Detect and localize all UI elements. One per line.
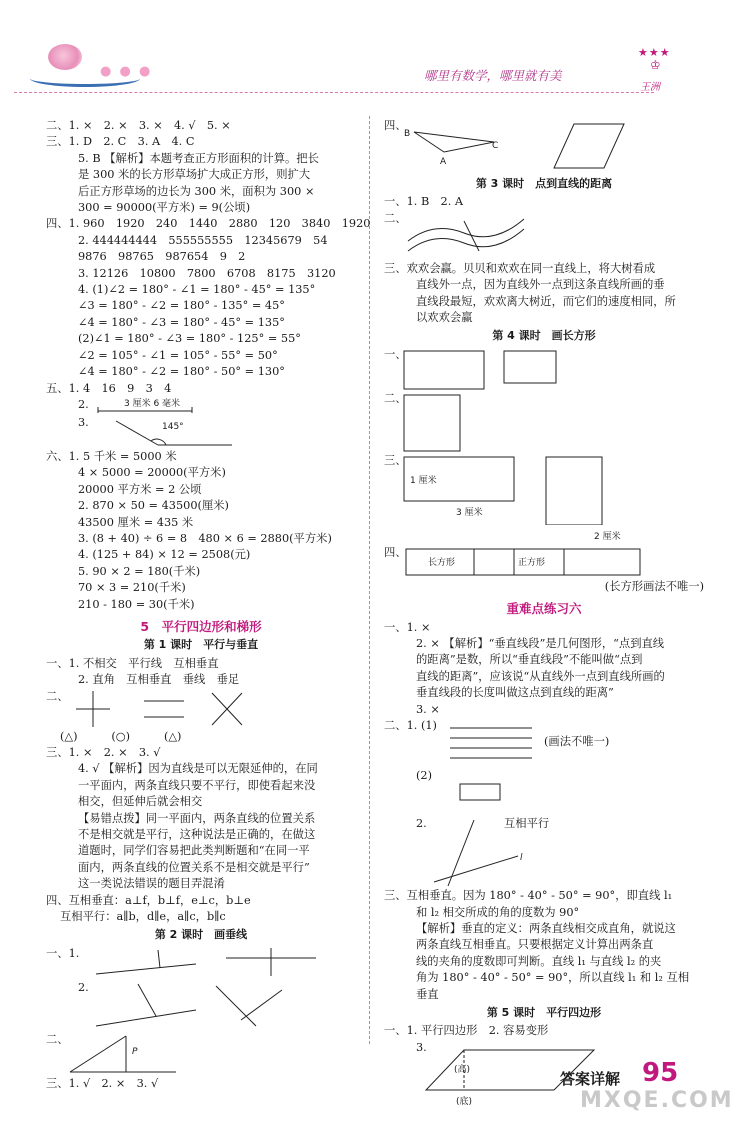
river-drawing xyxy=(404,211,534,261)
river-figure xyxy=(384,211,704,261)
answer-line: 直线段最短，欢欢离大树近，而它们的速度相同，所 xyxy=(416,294,676,308)
dimension-label: 2 厘米 xyxy=(594,531,621,542)
answer-line: 一、1. B 2. A xyxy=(384,195,464,209)
height-label: (高) xyxy=(454,1064,471,1075)
answer-line: 和 l₂ 相交所成的角的度数为 90° xyxy=(416,905,580,919)
answer-line: 面内，两条直线的位置关系不是相交就是平行” xyxy=(78,860,310,874)
header-signature: 王洲 xyxy=(640,82,660,93)
answer-label: 2. xyxy=(78,397,89,411)
answer-line: 3. (8 + 40) ÷ 6 = 8 480 × 6 = 2880(平方米) xyxy=(78,531,332,545)
answer-line: 四、互相垂直：a⊥f，b⊥f，e⊥c，b⊥e xyxy=(46,893,251,907)
answer-line: ∠4 = 180° - ∠3 = 180° - 45° = 135° xyxy=(78,315,285,329)
angle-figure xyxy=(46,415,356,449)
answer-label: 二、 xyxy=(46,1032,69,1046)
square-drawing xyxy=(402,393,466,453)
answer-line: 【解析】垂直的定义：两条直线相交成直角，就说这 xyxy=(416,921,676,935)
answer-label: 四、 xyxy=(384,119,407,132)
answer-line: 【易错点拨】同一平面内，两条直线的位置关系 xyxy=(78,811,316,825)
answer-line: 5. 90 × 2 = 180(千米) xyxy=(78,564,201,578)
grid-figure-2 xyxy=(384,768,704,816)
perpendicular-drawing-1 xyxy=(86,946,326,980)
star-icons: ★★★ xyxy=(638,46,671,59)
answer-line: (2)∠1 = 180° - ∠3 = 180° - 125° = 55° xyxy=(78,332,301,346)
perpendicular-figure-3 xyxy=(46,1032,356,1076)
perpendicular-figure-2 xyxy=(46,980,356,1032)
answer-line: 一、1. 不相交 平行线 互相垂直 xyxy=(46,656,219,670)
answer-line: 20000 平方米 = 2 公顷 xyxy=(78,482,202,496)
crown-icon: ♔ xyxy=(650,58,661,72)
triangle-drawing xyxy=(66,1032,186,1076)
answer-line: 一、1. 平行四边形 2. 容易变形 xyxy=(384,1024,549,1038)
answer-label: 3. xyxy=(78,415,89,429)
lesson-title: 第 2 课时 画垂线 xyxy=(154,928,248,942)
column-divider xyxy=(369,116,370,1044)
answer-line: 四、1. 960 1920 240 1440 2880 120 3840 1920 xyxy=(46,217,371,231)
rect-figure-3 xyxy=(384,453,704,545)
answer-line: 垂直线段的长度叫做这点到直线的距离” xyxy=(416,686,614,700)
answer-line: 二、1. × 2. × 3. × 4. √ 5. × xyxy=(46,119,231,132)
answer-line: 9876 98765 987654 9 2 xyxy=(78,250,246,264)
vertex-label: C xyxy=(492,141,499,151)
header-rule xyxy=(14,92,654,93)
shape-label: 长方形 xyxy=(428,557,456,568)
answer-line: 直线外一点，因为直线外一点到这条直线所画的垂 xyxy=(416,278,665,292)
right-column xyxy=(384,118,704,1106)
vertex-label: B xyxy=(404,129,411,139)
lesson-title: 第 1 课时 平行与垂直 xyxy=(143,638,259,652)
dimension-label: 3 厘米 xyxy=(456,507,483,518)
answer-line: 垂直 xyxy=(416,987,439,1001)
judgement-marks: (△) (○) (△) xyxy=(60,729,182,743)
page-header xyxy=(0,0,750,110)
grid-figure-1 xyxy=(384,718,704,768)
answer-line: 三、欢欢会赢。贝贝和欢欢在同一直线上，将大树看成 xyxy=(384,261,656,275)
answer-label: 一、1. xyxy=(46,946,80,960)
rect-figure-1 xyxy=(384,347,704,391)
answer-line: 直线的距离”，应该说“从直线外一点到直线所画的 xyxy=(416,669,665,683)
note: (画法不唯一) xyxy=(544,735,610,749)
answer-line: 后正方形草场的边长为 300 米，面积为 300 × xyxy=(78,184,315,198)
answer-line: 4 × 5000 = 20000(平方米) xyxy=(78,466,226,480)
lesson-title: 第 3 课时 点到直线的距离 xyxy=(475,177,613,190)
answer-line: 互相平行：a∥b，d∥e，a∥c，b∥c xyxy=(60,910,226,924)
answer-label: 2. xyxy=(416,817,427,831)
answer-line: 三、1. D 2. C 3. A 4. C xyxy=(46,135,195,149)
footer-label: 答案详解 xyxy=(560,1070,621,1088)
answer-line: 两条直线互相垂直。只要根据定义计算出两条直 xyxy=(416,938,654,952)
answer-line: 2. × 【解析】“垂直线段”是几何图形，“点到直线 xyxy=(416,637,665,651)
answer-line: ∠3 = 180° - ∠2 = 180° - 135° = 45° xyxy=(78,299,285,313)
answer-line: 角为 180° - 40° - 50° = 90°，所以直线 l₁ 和 l₂ 互相 xyxy=(416,971,690,985)
answer-line: 是 300 米的长方形草场扩大成正方形，则扩大 xyxy=(78,168,311,182)
segment-figure xyxy=(46,397,356,415)
answer-line: 三、1. √ 2. × 3. √ xyxy=(46,1076,159,1090)
answer-line: ∠2 = 105° - ∠1 = 105° - 55° = 50° xyxy=(78,348,278,362)
answer-line: 5. B 【解析】本题考查正方形面积的计算。把长 xyxy=(78,151,319,165)
answer-label: 二、1. (1) xyxy=(384,719,437,733)
shape-label: 正方形 xyxy=(518,557,546,568)
answer-line: 43500 厘米 = 435 米 xyxy=(78,515,194,529)
answer-line: 210 - 180 = 30(千米) xyxy=(78,597,195,611)
dimension-label: 1 厘米 xyxy=(410,475,437,486)
answer-label: 2. xyxy=(78,980,89,994)
answer-line: 3. × xyxy=(416,702,440,716)
grid-drawing-1 xyxy=(446,718,536,768)
square-figure xyxy=(384,391,704,453)
answer-line: 这一类说法错误的题目弄混淆 xyxy=(78,877,225,891)
parallel-figure xyxy=(384,816,704,888)
rect-drawing-3 xyxy=(402,455,662,525)
answer-line: ∠4 = 180° - ∠2 = 180° - 50° = 130° xyxy=(78,365,285,379)
answer-label: 3. xyxy=(416,1040,427,1054)
vertex-label: A xyxy=(440,157,447,167)
page-number: 95 xyxy=(642,1058,679,1088)
answer-line: 4. √ 【解析】因为直线是可以无限延伸的，在同 xyxy=(78,762,318,776)
segment-length-label: 3 厘米 6 毫米 xyxy=(124,398,181,409)
answer-label: 二、 xyxy=(384,211,407,225)
perpendicular-drawing-2 xyxy=(86,980,286,1032)
left-column xyxy=(46,118,371,1092)
lesson-title: 第 4 课时 画长方形 xyxy=(492,329,596,343)
rect-drawing-1 xyxy=(402,349,602,391)
point-label: P xyxy=(132,1046,138,1057)
answer-line: 以欢欢会赢 xyxy=(416,311,473,325)
answer-line: 五、1. 4 16 9 3 4 xyxy=(46,381,172,395)
header-slogan: 哪里有数学，哪里就有美 xyxy=(424,68,562,83)
answer-line: 4. (125 + 84) × 12 = 2508(元) xyxy=(78,548,251,562)
answer-line: 相交，但延伸后就会相交 xyxy=(78,795,203,809)
lines-drawing xyxy=(66,689,246,729)
answer-line: 线的夹角的度数即可判断。直线 l₁ 与直线 l₂ 的夹 xyxy=(416,954,662,968)
logo-emblem xyxy=(48,44,82,70)
answer-label: 二、 xyxy=(46,689,69,703)
answer-line: 六、1. 5 千米 = 5000 米 xyxy=(46,449,177,463)
answer-label: (2) xyxy=(416,769,433,783)
answer-label: 四、 xyxy=(384,545,407,559)
answer-line: 70 × 3 = 210(千米) xyxy=(78,581,186,595)
angle-label: 145° xyxy=(162,421,184,432)
answer-label: 三、 xyxy=(384,453,407,467)
note: 互相平行 xyxy=(504,817,550,831)
base-label: (底) xyxy=(456,1096,473,1107)
answer-line: 三、互相垂直。因为 180° - 40° - 50° = 90°，即直线 l₁ xyxy=(384,889,673,903)
answer-line: 不是相交就是平行，这种说法是正确的，在做这 xyxy=(78,828,316,842)
strip-figure xyxy=(384,545,704,579)
answer-label: 二、 xyxy=(384,391,407,405)
answer-line: 4. (1)∠2 = 180° - ∠1 = 180° - 45° = 135° xyxy=(78,283,316,297)
answer-line: 一平面内，两条直线只要不平行，即使看起来没 xyxy=(78,778,316,792)
practice-title: 重难点练习六 xyxy=(506,601,582,617)
shapes-figure xyxy=(384,118,704,174)
answer-line: 3. 12126 10800 7800 6708 8175 3120 xyxy=(78,266,336,280)
answer-line: 三、1. × 2. × 3. √ xyxy=(46,746,161,759)
answer-line: 2. 870 × 50 = 43500(厘米) xyxy=(78,499,229,513)
lines-figure xyxy=(46,689,356,729)
lesson-title: 第 5 课时 平行四边形 xyxy=(486,1005,602,1019)
line-label: l xyxy=(520,853,523,864)
grid-drawing-2 xyxy=(446,768,536,816)
answer-label: 一、 xyxy=(384,347,407,361)
watermark: MXQE.COM xyxy=(580,1088,734,1113)
answer-line: 2. 直角 互相垂直 垂线 垂足 xyxy=(78,673,240,687)
logo-dots: ● ● ● xyxy=(100,64,153,79)
answer-line: 2. 444444444 555555555 12345679 54 xyxy=(78,233,328,247)
answer-line: 的距离”是数，所以“垂直线段”不能叫做“点到 xyxy=(416,653,643,667)
perpendicular-figure-1 xyxy=(46,946,356,980)
note: (长方形画法不唯一) xyxy=(604,579,704,593)
answer-line: 道题时，同学们容易把此类判断题和“在同一平 xyxy=(78,844,310,858)
unit-title: 5 平行四边形和梯形 xyxy=(140,618,262,634)
answer-line: 300 = 90000(平方米) = 9(公顷) xyxy=(78,201,251,215)
answer-line: 一、1. × xyxy=(384,620,431,634)
